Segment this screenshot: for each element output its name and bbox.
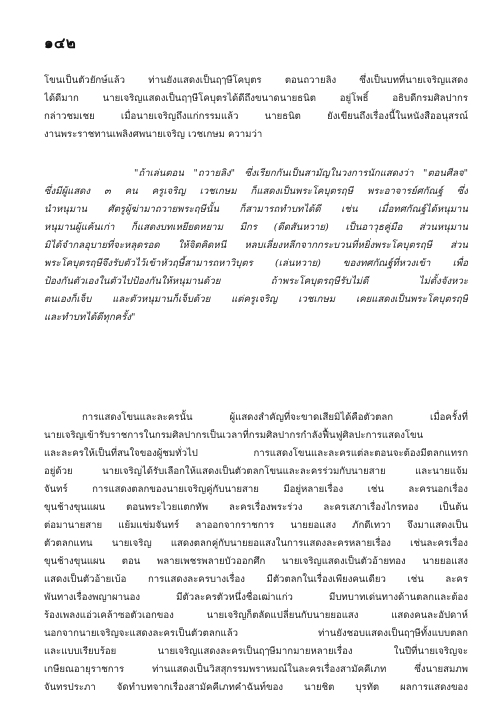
- block-quote: [44, 165, 468, 327]
- text-line: ตัวตลกแทน นายเจริญ แสดงตลกคู่กับนายยอแสงในการแสดงละครหลายเรื่อง เช่นละครเรื่อง: [44, 538, 468, 549]
- paragraph-intro: [44, 72, 468, 144]
- quote-line: มิได้จำกลอุบายที่จะหลุดรอด ให้จิตคิดหนี หลบเลี่ยงหลีกจากกระบวนที่หยิ่งพระโคบุตรฤษี ส่วน: [44, 240, 468, 251]
- text-line: เกษียณอายุราชการ ท่านแสดงเป็นวิสสุกรรมพราหมณ์ในละครเรื่องสามัคคีเภท ซึ่งนายสมภพ: [44, 664, 468, 675]
- quote-line: หนุมานผู้แค้นเก่า ก็แสดงบทเหยียดหยาม มีกร (ดีดสันหวาย) เป็นอาวุธคู่มือ ส่วนหนุมาน: [44, 222, 468, 233]
- text-line: กล่าวชมเชย เมื่อนายเจริญถึงแก่กรรมแล้ว นายธนิต ยังเขียนถึงเรื่องนี้ในหนังสืออนุสรณ์: [44, 111, 468, 122]
- text-line: ร้องเพลงแอ่วเคล้าซอตัวเอกของ นายเจริญก็ตลัดแปลี่ยนกับนายยอแสง แสดงคนละอัปดาห์: [44, 610, 468, 621]
- text-line: และแบบเรียบร้อย นายเจริญแสดงละครเป็นฤๅษีมากมายหลายเรื่อง ในปีที่นายเจริญจะ: [44, 646, 468, 657]
- paragraph-comedians: [44, 409, 468, 697]
- text-line: ต่อมานายสาย แย้มแข่มจันทร์ ลาออกจากราชการ นายยอแสง ภักดีเทวา จึงมาแสดงเป็น: [44, 520, 468, 531]
- quote-line: และทำบทได้ดีทุกครั้ง": [44, 312, 136, 323]
- quote-line: "ถ้าเล่นตอน "ถวายลิง" ซึ่งเรียกกันเป็นสามัญในวงการนักแสดงว่า "ตอนศีลจ": [134, 168, 468, 179]
- text-line: ได้ดีมาก นายเจริญแสดงเป็นฤๅษีโคบุตรได้ดีถึงขนาดนายธนิต อยู่โพธิ์ อธิบดีกรมศิลปากร: [44, 93, 468, 104]
- text-line: นอกจากนายเจริญจะแสดงละครเป็นตัวตลกแล้ว ท่านยังชอบแสดงเป็นฤๅษีทั้งแบบตลก: [44, 628, 468, 639]
- text-line: จันทรประภา จัดทำบทจากเรื่องสามัคคีเภทคำฉันท์ของ นายชิต บุรทัต ผลการแสดงของ: [44, 682, 468, 693]
- text-line: การแสดงโขนและละครนั้น ผู้แสดงสำคัญที่จะขาดเสียมิได้คือตัวตลก เมื่อครั้งที่: [82, 412, 468, 423]
- text-line: อยู่ด้วย นายเจริญได้รับเลือกให้แสดงเป็นตัวตลกโขนและละครร่วมกับนายสาย และนายแจ้ม: [44, 466, 468, 477]
- text-line: โขนเป็นตัวยักษ์แล้ว ท่านยังแสดงเป็นฤๅษีโคบุตร ตอนถวายลิง ซึ่งเป็นบทที่นายเจริญแสดง: [44, 75, 468, 86]
- text-line: พันทางเรื่องพญาผานอง มีตัวละครตัวหนึ่งชื่อเฒ่าแก่ว มีบทบาทเด่นทางด้านตลกและต้อง: [44, 592, 468, 603]
- text-line: แสดงเป็นตัวอ้ายเบ้อ การแสดงละครบางเรื่อง มีตัวตลกในเรื่องเพียงคนเดียว เช่น ละคร: [44, 574, 468, 585]
- quote-line: นำหนุมาน ศัตรูผู้ฆ่ามาถวายพระฤษีนั้น ก็สามารถทำบทได้ดี เช่น เมื่อทศกัณฐ์ได้หนุมาน: [44, 204, 468, 215]
- text-line: งานพระราชทานเพลิงศพนายเจริญ เวชเกษม ความว่า: [44, 129, 263, 140]
- quote-line: ซึ่งมีผู้แสดง ๓ คน ครูเจริญ เวชเกษม ก็แสดงเป็นพระโคบุตรฤษี พระอาจารย์ศกัณฐ์ ซึ่ง: [44, 186, 468, 197]
- text-line: และละครให้เป็นที่สนใจของผู้ชมทั่วไป การแสดงโขนและละครแต่ละตอนจะต้องมีตลกแทรก: [44, 448, 468, 459]
- text-line: นายเจริญเข้ารับราชการในกรมศิลปากรเป็นเวลาที่กรมศิลปากรกำลังฟื้นฟูศิลปะการแสดงโขน: [44, 430, 424, 441]
- text-line: ขุนช้างขุนแผน ตอน พลายเพชรพลายบัวออกศึก นายเจริญแสดงเป็นตัวอ้ายทอง นายยอแสง: [44, 556, 468, 567]
- quote-line: ตนเองก็เจ็บ และตัวหนุมานก็เจ็บด้วย แต่ครูเจริญ เวชเกษม เคยแสดงเป็นพระโคบุตรฤษี: [44, 294, 468, 305]
- quote-line: พระโคบุตรฤษีจึงรับตัวไว้เข้าหัวฤษี้สามารถหาวิบุตร (เล่นหวาย) ของทศกัณฐ์ที่หวงเข้า เพื่อ: [44, 258, 468, 269]
- page-number: ๑๔๒: [44, 34, 77, 52]
- quote-line: ป้องกันตัวเองในตัวไปป้องกันให้หนุมานด้วย ถ้าพระโคบุตรฤษีรับไม่ดี ไม่ตั้งจังหวะ: [44, 276, 468, 287]
- text-line: ขุนช้างขุนแผน ตอนพระไวยแตกทัพ ละครเรื่องพระร่วง ละครเสภาเรื่องไกรทอง เป็นต้น: [44, 502, 468, 513]
- text-line: จันทร์ การแสดงตลกของนายเจริญคู่กับนายสาย มีอยู่หลายเรื่อง เช่น ละครนอกเรื่อง: [44, 484, 468, 495]
